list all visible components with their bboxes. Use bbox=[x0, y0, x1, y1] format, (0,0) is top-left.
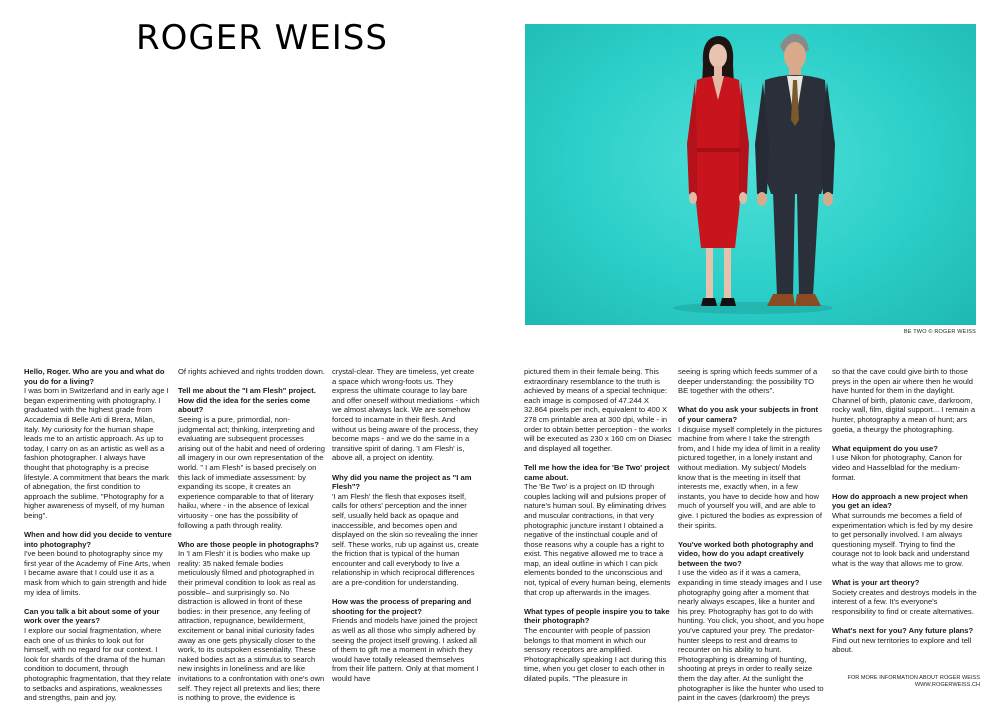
interview-answer: Find out new territories to explore and tell about. bbox=[832, 635, 972, 655]
interview-question: How was the process of preparing and shooting for the project? bbox=[332, 597, 472, 616]
interview-answer: I was born in Switzerland and in early age I began experimenting with photography. I graduated with the highest grade from Accademia di Belle Arti di Brera, Milan, Italy. My curiosity for the human shape leads me to an artistic approach. As up to today, I carry on as an artistic as well as a fashion photographer. I always have thought that photography is a precise lifestyle. A commitment that bears the mark of abnegation, the first condition to approach the sublime. "Photography for a higher awareness of myself, of my human being". bbox=[24, 386, 169, 520]
interview-block bbox=[524, 463, 672, 597]
interview-question: What types of people inspire you to take their photograph? bbox=[524, 606, 670, 626]
interview-question: What do you ask your subjects in front of your camera? bbox=[678, 405, 819, 424]
interview-block bbox=[832, 626, 980, 655]
interview-block bbox=[678, 367, 826, 396]
interview-answer: The 'Be Two' is a project on ID through couples lacking will and pulsions proper of nature's human soul. By eliminating drives and muscular contractions, in that very photographic juncture instant I obtained a negative of the instinctual couple and of those reasons why a couple has a right to exist. This negative allowed me to trace a map, an ideal outline in which I can pick elements bonded to the unconscious and not, typical of every human being, elements that crop up afterwards in the images. bbox=[524, 482, 671, 597]
interview-block bbox=[832, 367, 980, 434]
couple-illustration bbox=[525, 24, 976, 325]
interview-block bbox=[332, 473, 480, 588]
interview-block bbox=[832, 492, 980, 569]
interview-question: Why did you name the project as "I am Flesh"? bbox=[332, 472, 472, 492]
interview-block bbox=[832, 444, 980, 482]
website-link[interactable]: WWW.ROGERWEISS.CH bbox=[914, 682, 980, 688]
interview-answer: seeing is spring which feeds summer of a deeper understanding: the possibility TO BE together with the others". bbox=[678, 367, 818, 396]
interview-answer: pictured them in their female being. This extraordinary resemblance to the truth is achieved by means of a special technique: each image is composed of 47.244 X 32.864 pixels per inch, equivalent to 400 X 278 cm printable area at 300 dpi, while - in order to obtain better perception - the works will be executed as 230 x 160 cm on Diasec and displayed all together. bbox=[524, 367, 672, 453]
interview-question: Who are those people in photographs? bbox=[178, 539, 319, 549]
interview-block bbox=[24, 367, 172, 521]
interview-answer: In 'I am Flesh' it is bodies who make up reality: 35 naked female bodies meticulously filmed and photographed in their primeval condition to look as real as possible– and surprisingly so. No distraction is allowed in front of these bodies: in their presence, any feeling of attraction, repugnance, bewilderment, excitement or banal initial curiosity fades away as one gets physically closer to the work, to its outspoken essentiality. These naked bodies act as a stimulus to search new insights in loneliness and are like invitations to a confrontation with one's own self. They reject all pretexts and lies; there is nothing to prove, the evidence is bbox=[178, 549, 325, 703]
interview-block bbox=[524, 367, 672, 453]
interview-block bbox=[678, 540, 826, 703]
woman-figure bbox=[687, 36, 749, 306]
interview-block bbox=[178, 367, 326, 377]
interview-answer: I use the video as if it was a camera, expanding in time steady images and I use photography going after a moment that nearly always escapes, like a hunter and his prey. Photography has got to do with hunting. You click, you shoot, and you hope you've captured your prey. The predator-hunter sleeps to rest and dreams to recounter on his ability to hunt. Photographing is dreaming of hunting, shooting at preys in order to really seize them the day after. At the sunlight the photographer is like the hunter who used to paint in the caves (darkroom) the preys bbox=[678, 568, 825, 703]
more-info-line: FOR MORE INFORMATION ABOUT ROGER WEISS bbox=[847, 675, 980, 681]
interview-block bbox=[678, 405, 826, 530]
interview-question: What equipment do you use? bbox=[832, 443, 938, 453]
interview-answer: I've been bound to photography since my first year of the Academy of Fine Arts, when I became aware that I could use it as a mask from which to gain strength and hide my idea of limits. bbox=[24, 549, 171, 597]
interview-question: Hello, Roger. Who are you and what do you do for a living? bbox=[24, 367, 165, 386]
interview-block bbox=[332, 367, 480, 463]
interview-answer: crystal-clear. They are timeless, yet create a space which wrong-foots us. They express the ultimate courage to lay bare and offer oneself without mediations - which we almost always lack. We are somehow forced to incarnate in their flesh. And without us being aware of the process, they become maps - and we do the same in a transitive spirit of daring. 'I am Flesh' is, above all, a project on identity. bbox=[332, 367, 480, 463]
interview-answer: What surrounds me becomes a field of experimentation which is fed by my desire to get personally involved. I am always questioning myself. Trying to find the courage not to look back and understand what is the way that allows me to grow. bbox=[832, 510, 973, 568]
couple-photograph bbox=[525, 24, 976, 325]
text-column-6 bbox=[832, 367, 980, 664]
interview-block bbox=[178, 386, 326, 530]
text-column-5 bbox=[678, 367, 826, 707]
interview-block bbox=[178, 540, 326, 703]
interview-answer: so that the cave could give birth to those preys in the open air where then he would have hunted for them in the daylight. Channel of birth, platonic cave, darkroom, rocky wall, film, digital support... I remain a hunter, photography a mean of hunt; ars goetia, a theurgy the photographing. bbox=[832, 367, 976, 434]
page-title: ROGER WEISS bbox=[136, 18, 388, 58]
more-info-footer bbox=[845, 675, 980, 689]
interview-question: When and how did you decide to venture into photography? bbox=[24, 530, 172, 549]
interview-answer: Of rights achieved and rights trodden down. bbox=[178, 367, 325, 376]
interview-question: Can you talk a bit about some of your work over the years? bbox=[24, 606, 160, 626]
interview-answer: Society creates and destroys models in the interest of a few. It's everyone's responsibility to find or create alternatives. bbox=[832, 587, 977, 616]
interview-answer: Seeing is a pure, primordial, non-judgmental act; thinking, interpreting and evaluating are subsequent processes arising out of the habit and need of ordering all imagery in our own representation of the world. " I am Flesh" is based precisely on this lack of immediate assessment: by expanding its scope, it creates an experience comparable to that of literary haiku, where - in the absence of lexical virtuosity - one has the possibility of following a path through reality. bbox=[178, 414, 325, 530]
text-column-4 bbox=[524, 367, 672, 693]
text-column-3 bbox=[332, 367, 480, 693]
photo-credit: BE TWO © ROGER WEISS bbox=[903, 329, 976, 335]
interview-block bbox=[524, 607, 672, 684]
interview-block bbox=[24, 607, 172, 703]
text-column-1 bbox=[24, 367, 172, 707]
interview-answer: Friends and models have joined the project as well as all those who simply adhered by seeing the project itself growing. I asked all of them to gift me a moment in which they would have totally released themselves from their life pattern. Only at that moment I would have bbox=[332, 616, 479, 683]
interview-question: Tell me how the idea for 'Be Two' project came about. bbox=[524, 462, 670, 482]
interview-answer: I explore our social fragmentation, where each one of us thinks to look out for himself, with no regard for our context. I look for shards of the drama of the human condition to document, through photographic fragmentation, that they relate to setbacks and aspirations, weaknesses and strengths, pain and joy. bbox=[24, 626, 171, 703]
interview-answer: I use Nikon for photography, Canon for video and Hasselblad for the medium-format. bbox=[832, 453, 963, 482]
interview-answer: 'I am Flesh' the flesh that exposes itself, calls for others' perception and the inner self, usually held back as opaque and inaccessible, and becomes open and displayed on the skin so revealing the inner self. These works, rub up against us, create the friction that is typical of the human encounter and call everybody to live a relationship in which reciprocal differences are a pre-condition for understanding. bbox=[332, 491, 479, 588]
interview-answer: I disguise myself completely in the pictures machine from where I take the strength from, and I hide my idea of limit in a reality pictured together, in a lonely instant and without mediation. My subject/ Models know that is the meeting in itself that interests me, exactly when, in a few instants, you have to decide how and how much of yourself you will, and are able to give. I pictured the bodies as expression of their spirits. bbox=[678, 424, 822, 530]
interview-question: Tell me about the "I am Flesh" project. How did the idea for the series come about? bbox=[178, 386, 316, 415]
interview-question: You've worked both photography and video, how do you adapt creatively between the two? bbox=[678, 539, 814, 568]
interview-block bbox=[832, 578, 980, 616]
man-figure bbox=[755, 34, 835, 306]
interview-question: What's next for you? Any future plans? bbox=[832, 626, 974, 636]
interview-answer: The encounter with people of passion belongs to that moment in which our sensory receptors are amplified. Photographically speaking I act during this time, when you get closer to each other in dilated pupils. "The pleasure in bbox=[524, 626, 667, 683]
text-column-2 bbox=[178, 367, 326, 707]
interview-block bbox=[332, 597, 480, 683]
interview-question: How do approach a new project when you get an idea? bbox=[832, 491, 968, 511]
interview-question: What is your art theory? bbox=[832, 578, 920, 588]
interview-block bbox=[24, 530, 172, 597]
